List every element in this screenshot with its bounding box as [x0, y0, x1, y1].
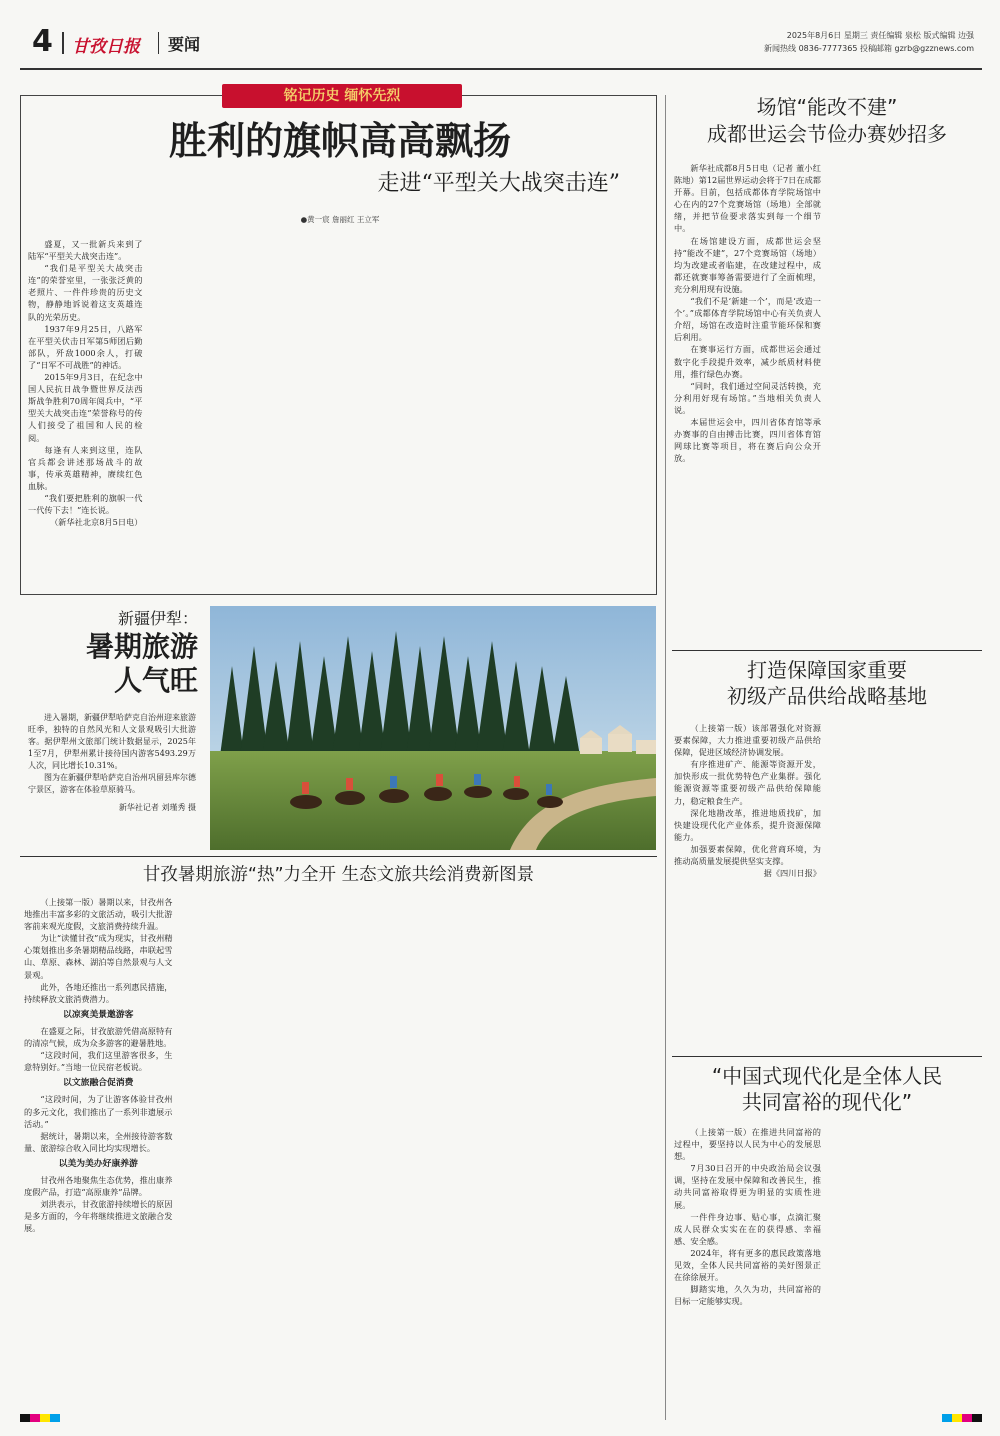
lead-banner: 铭记历史 缅怀先烈 — [222, 84, 462, 108]
tourism-subhead: 以美为美办好康养游 — [58, 1158, 138, 1169]
paragraph: （上接第一版）在推进共同富裕的过程中，要坚持以人民为中心的发展思想。 — [674, 1127, 821, 1162]
paragraph: “我们要把胜利的旗帜一代一代传下去！”连长说。 — [28, 492, 143, 516]
lead-credit: （新华社北京8月5日电） — [50, 517, 143, 528]
page-number: 4 — [32, 24, 53, 59]
paragraph: 一件件身边事、贴心事，点滴汇聚成人民群众实实在在的获得感、幸福感、安全感。 — [674, 1211, 821, 1246]
lead-title: 胜利的旗帜高高飘扬 — [168, 119, 511, 163]
masthead — [20, 24, 982, 68]
masthead-rule — [20, 68, 982, 70]
paragraph: 深化地勘改革，推进地质找矿，加快建设现代化产业体系，提升资源保障能力。 — [674, 807, 821, 842]
paragraph: “我们是平型关大战突击连”的荣誉室里，一张张泛黄的老照片、一件件珍贵的历史文物，静静地诉说着这支英雄连队的光荣历史。 — [28, 263, 143, 322]
paragraph: 刘洪表示，甘孜旅游持续增长的原因是多方面的，今年将继续推进文旅融合发展。 — [24, 1199, 173, 1234]
photo-kicker: 新疆伊犁： — [117, 609, 198, 628]
masthead-divider — [158, 32, 159, 54]
lead-byline: ●黄一宸 詹丽红 王立军 — [300, 215, 380, 224]
tourism-subhead: 以文旅融合促消费 — [63, 1078, 134, 1089]
paragraph: 甘孜州各地聚焦生态优势，推出康养度假产品，打造“高原康养”品牌。 — [24, 1174, 173, 1198]
venue-body — [674, 162, 980, 642]
paragraph: 在场馆建设方面，成都世运会坚持“能改不建”，27个竞赛场馆（场地）均为改建或者临建，在改建过程中，成都还就赛事筹备需要进行了全面梳理，充分利用现有设施。 — [674, 235, 821, 294]
paragraph: “我们不是‘新建一个’，而是‘改造一个’。”成都体育学院场馆中心有关负责人介绍，场馆在改造时注重节能环保和赛后利用。 — [674, 296, 821, 343]
section-title: 要闻 — [168, 35, 201, 54]
paragraph: 加强要素保障，优化营商环境，为推动高质量发展提供坚实支撑。 — [674, 843, 821, 867]
photo-kicker-block — [28, 608, 198, 698]
print-color-bar — [20, 1414, 982, 1422]
horse-riding-photo — [210, 606, 656, 850]
tourism-body — [24, 896, 654, 1408]
photo-caption-block — [28, 712, 196, 814]
column-rule — [665, 95, 666, 1420]
date-line: 2025年8月6日 星期三 责任编辑 泉松 版式编辑 边强 — [786, 31, 974, 40]
paragraph: 此外，各地还推出一系列惠民措施，持续释放文旅消费潜力。 — [24, 981, 173, 1004]
paragraph: “同时，我们通过空间灵活转换，充分利用好现有场馆。”当地相关负责人说。 — [674, 380, 821, 415]
paragraph: 脚踏实地，久久为功，共同富裕的目标一定能够实现。 — [674, 1284, 821, 1307]
photo-caption: 进入暑期，新疆伊犁哈萨克自治州迎来旅游旺季，独特的自然风光和人文景观吸引大批游客。据伊犁州文旅部门统计数据显示，2025年1至7月，伊犁州累计接待国内游客5493.29万人次，同比增长10.31%。 — [28, 713, 196, 770]
photo-title-2: 人气旺 — [113, 664, 198, 697]
paragraph: 新华社成都8月5日电（记者 董小红 陈地）第12届世界运动会将于7日在成都开幕。目前，包括成都体育学院场馆中心在内的27个竞赛场馆（场地）全部就绪，并把节俭要求落实到每一个细节中。 — [674, 163, 821, 234]
photo-credit: 新华社记者 刘瑾秀 摄 — [118, 803, 196, 812]
paragraph: 2024年，将有更多的惠民政策落地见效，全体人民共同富裕的美好图景正在徐徐展开。 — [674, 1247, 821, 1283]
paragraph: 7月30日召开的中央政治局会议强调，坚持在发展中保障和改善民生，推动共同富裕取得更为明显的实质性进展。 — [674, 1163, 821, 1210]
paragraph: 本届世运会中，四川省体育馆等承办赛事的自由搏击比赛，四川省体育馆网球比赛等项目，将在赛后向公众开放。 — [674, 416, 821, 464]
modern-title-1: “中国式现代化是全体人民 — [711, 1064, 943, 1088]
hotline: 新闻热线 0836-7777365 投稿邮箱 gzrb@gzznews.com — [764, 44, 974, 53]
photo-title-1: 暑期旅游 — [85, 630, 198, 663]
paragraph: 在盛夏之际，甘孜旅游凭借高原特有的清凉气候，成为众多游客的避暑胜地。 — [24, 1025, 173, 1049]
section-rule — [20, 856, 657, 857]
paragraph: 据统计，暑期以来，全州接待游客数量、旅游综合收入同比均实现增长。 — [24, 1130, 173, 1153]
section-rule — [672, 1056, 982, 1057]
grain-title-2: 初级产品供给战略基地 — [727, 684, 927, 708]
venue-title-2: 成都世运会节俭办赛妙招多 — [707, 122, 947, 146]
paragraph: 每逢有人来到这里，连队官兵都会讲述那场战斗的故事，传承英雄精神，赓续红色血脉。 — [28, 444, 143, 491]
paragraph: 有序推进矿产、能源等资源开发，加快形成一批优势特色产业集群。强化能源资源等重要初级产品供给保障能力，稳定粮食生产。 — [674, 759, 821, 806]
section-rule — [672, 650, 982, 651]
photo-caption-2: 图为在新疆伊犁哈萨克自治州巩留县库尔德宁景区，游客在体验草原骑马。 — [28, 773, 196, 794]
paragraph: “这段时间，我们这里游客很多，生意特别好。”当地一位民宿老板说。 — [24, 1050, 173, 1073]
paragraph: “这段时间，为了让游客体验甘孜州的多元文化，我们推出了一系列非遗展示活动。” — [24, 1094, 173, 1129]
paragraph: （上接第一版）该部署强化对资源要素保障，大力推进重要初级产品供给保障，促进区域经济协调发展。 — [674, 723, 821, 758]
venue-title-1: 场馆“能改不建” — [756, 95, 898, 119]
paragraph: 2015年9月3日，在纪念中国人民抗日战争暨世界反法西斯战争胜利70周年阅兵中，“平型关大战突击连”荣誉称号的传人们接受了祖国和人民的检阅。 — [28, 372, 143, 443]
photo-image — [210, 606, 656, 850]
tourism-title: 甘孜暑期旅游“热”力全开 生态文旅共绘消费新图景 — [142, 865, 535, 885]
tourism-subhead: 以凉爽美景邀游客 — [63, 1009, 134, 1020]
paragraph: 盛夏，又一批新兵来到了陆军“平型关大战突击连”。 — [28, 239, 143, 262]
paper-logo: 甘孜日报 — [72, 37, 140, 57]
grain-credit: 据《四川日报》 — [763, 868, 821, 879]
paragraph: 为让“读懂甘孜”成为现实，甘孜州精心策划推出多条暑期精品线路，串联起雪山、草原、森林、湖泊等自然景观与人文景观。 — [24, 933, 173, 980]
grain-title-1: 打造保障国家重要 — [747, 658, 907, 682]
modern-body — [674, 1126, 980, 1408]
grain-body — [674, 722, 980, 1042]
modern-title-2: 共同富裕的现代化” — [741, 1090, 913, 1114]
lead-subtitle: 走进“平型关大战突击连” — [377, 171, 620, 196]
paragraph: 1937年9月25日，八路军在平型关伏击日军第5师团后勤部队，歼敌1000余人，打破了“日军不可战胜”的神话。 — [28, 323, 143, 370]
masthead-divider — [62, 32, 64, 54]
lead-body — [28, 238, 648, 583]
paragraph: 在赛事运行方面，成都世运会通过数字化手段提升效率，减少纸质材料使用，推行绿色办赛。 — [674, 344, 821, 379]
paragraph: （上接第一版）暑期以来，甘孜州各地推出丰富多彩的文旅活动，吸引大批游客前来观光度假，文旅消费持续升温。 — [24, 897, 173, 932]
